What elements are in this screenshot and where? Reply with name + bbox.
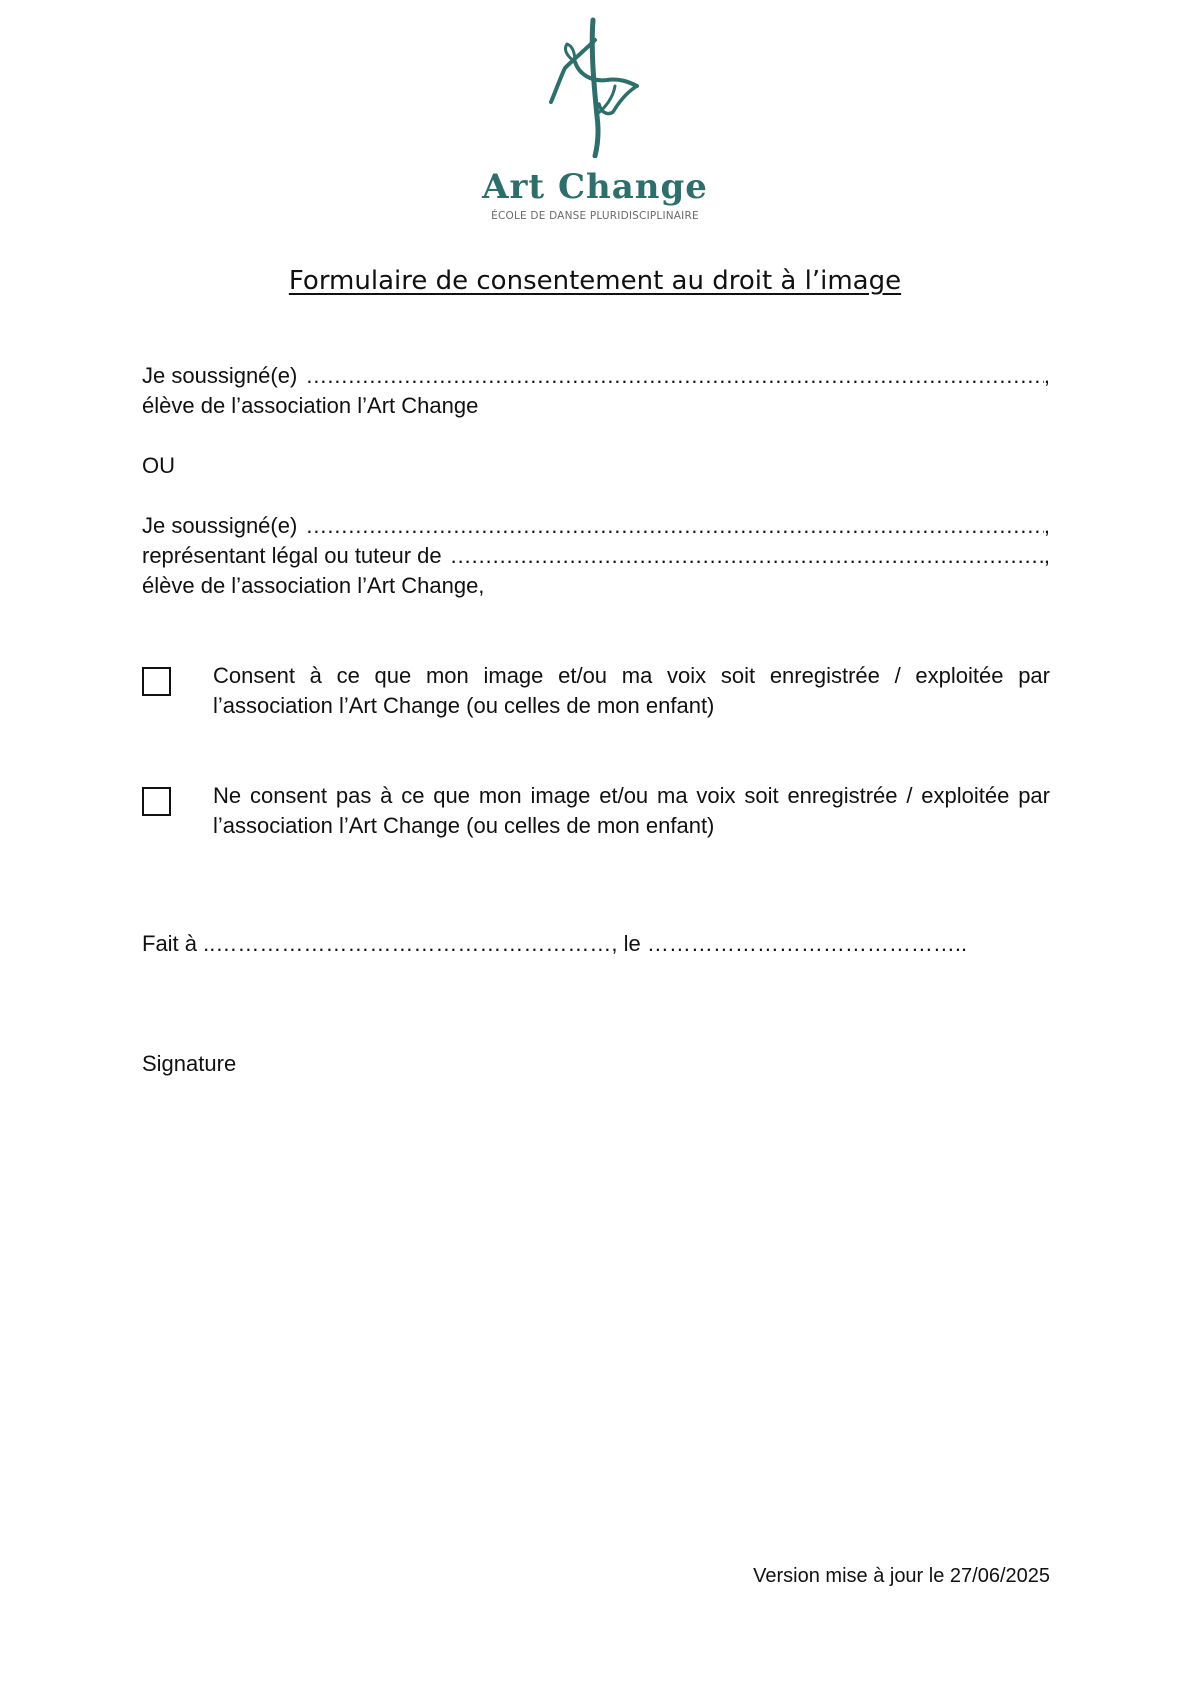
line-end: ,: [1043, 363, 1050, 388]
place-field[interactable]: ..………………………………………………: [203, 931, 612, 956]
logo-tagline: ÉCOLE DE DANSE PLURIDISCIPLINAIRE: [491, 210, 699, 222]
student-suffix: élève de l’association l’Art Change: [142, 393, 479, 418]
child-name-field[interactable]: [442, 541, 1044, 571]
logo-name: Art Change: [482, 167, 708, 207]
or-separator: OU: [142, 453, 175, 478]
student-name-line[interactable]: [142, 361, 1050, 391]
student-name-label: Je soussigné(e): [142, 363, 298, 388]
parent-name-line[interactable]: [142, 511, 1050, 541]
logo: [0, 16, 1190, 222]
page-title: Formulaire de consentement au droit à l’image: [288, 266, 902, 296]
dancer-logo-icon: [535, 16, 655, 158]
version-footer: Version mise à jour le 27/06/2025: [753, 1565, 1050, 1587]
student-name-field[interactable]: [297, 361, 1044, 391]
line-end: ,: [1043, 513, 1050, 538]
no-consent-checkbox[interactable]: [142, 787, 171, 816]
guardian-line[interactable]: [142, 541, 1050, 571]
parent-name-field[interactable]: [297, 511, 1044, 541]
consent-checkbox[interactable]: [142, 667, 171, 696]
line-end: ,: [1043, 543, 1050, 568]
place-label: Fait à: [142, 931, 198, 956]
parent-identity-block: [142, 511, 1050, 601]
consent-option-no[interactable]: [142, 781, 1050, 841]
parent-suffix: élève de l’association l’Art Change,: [142, 573, 485, 598]
guardian-label: représentant légal ou tuteur de: [142, 543, 442, 568]
consent-option-label: Consent à ce que mon image et/ou ma voix soit enregistrée / exploitée par l’association l’Art Change (ou celles de mon enfant): [213, 663, 1050, 718]
consent-option-yes[interactable]: [142, 661, 1050, 721]
place-date-line: [142, 929, 1050, 959]
signature-label: Signature: [142, 1051, 237, 1076]
date-label: , le: [611, 931, 641, 956]
no-consent-option-label: Ne consent pas à ce que mon image et/ou ma voix soit enregistrée / exploitée par l’association l’Art Change (ou celles de mon enfant): [213, 783, 1050, 838]
date-field[interactable]: ……………………………………..: [646, 931, 968, 956]
student-identity-block: [142, 361, 1050, 421]
parent-name-label: Je soussigné(e): [142, 513, 298, 538]
